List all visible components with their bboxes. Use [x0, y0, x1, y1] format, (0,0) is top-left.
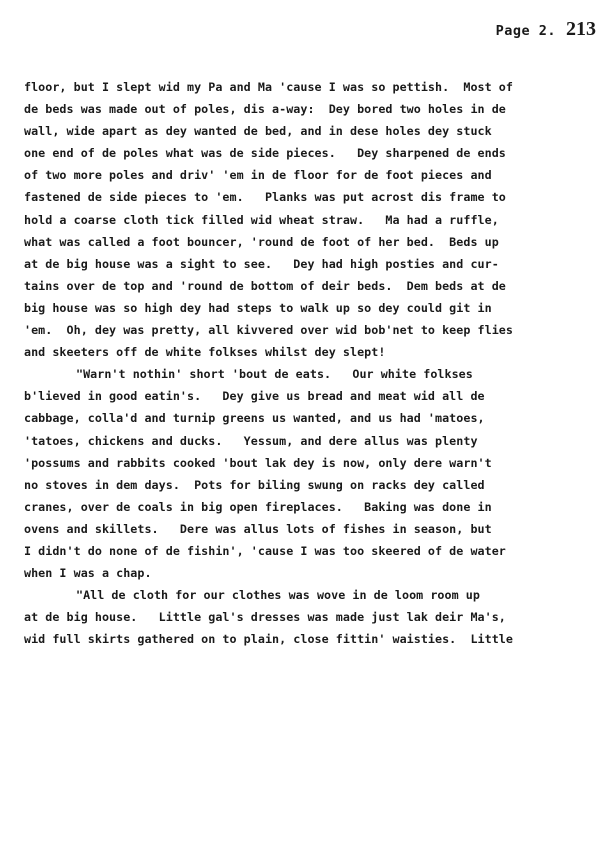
text-line: floor, but I slept wid my Pa and Ma 'cause I was so pettish. Most of	[24, 80, 513, 94]
text-line: 'em. Oh, dey was pretty, all kivvered over wid bob'net to keep flies	[24, 323, 513, 338]
text-line: de beds was made out of poles, dis a-way: Dey bored two holes in de	[24, 102, 506, 117]
text-line: big house was so high dey had steps to walk up so dey could git in	[24, 300, 492, 315]
text-line: cabbage, colla'd and turnip greens us wanted, and us had 'matoes,	[24, 411, 485, 426]
text-line: wid full skirts gathered on to plain, close fittin' waisties. Little	[24, 632, 513, 647]
transcript-body	[24, 76, 594, 650]
text-line: ovens and skillets. Dere was allus lots of fishes in season, but	[24, 521, 492, 536]
text-line: wall, wide apart as dey wanted de bed, and in dese holes dey stuck	[24, 124, 492, 139]
text-line: tains over de top and 'round de bottom of deir beds. Dem beds at de	[24, 278, 506, 293]
text-line: what was called a foot bouncer, 'round de foot of her bed. Beds up	[24, 234, 499, 249]
text-line: no stoves in dem days. Pots for biling swung on racks dey called	[24, 477, 485, 492]
text-line: 'tatoes, chickens and ducks. Yessum, and dere allus was plenty	[24, 433, 478, 448]
text-line: when I was a chap.	[24, 566, 152, 581]
text-line: fastened de side pieces to 'em. Planks was put acrost dis frame to	[24, 190, 506, 205]
text-line: at de big house. Little gal's dresses was made just lak deir Ma's,	[24, 610, 506, 625]
page-header	[496, 18, 596, 41]
page-label: Page 2.	[495, 23, 556, 39]
text-line: one end of de poles what was de side pieces. Dey sharpened de ends	[24, 146, 506, 161]
page-number: 213	[566, 18, 596, 40]
text-line: 'possums and rabbits cooked 'bout lak dey is now, only dere warn't	[24, 455, 492, 470]
text-line: b'lieved in good eatin's. Dey give us bread and meat wid all de	[24, 389, 485, 404]
text-line: "Warn't nothin' short 'bout de eats. Our white folkses	[76, 367, 473, 382]
text-line: hold a coarse cloth tick filled wid wheat straw. Ma had a ruffle,	[24, 212, 499, 227]
text-line: at de big house was a sight to see. Dey had high posties and cur-	[24, 256, 499, 271]
text-line: "All de cloth for our clothes was wove in de loom room up	[76, 588, 480, 603]
text-line: I didn't do none of de fishin', 'cause I was too skeered of de water	[24, 543, 506, 558]
text-line: of two more poles and driv' 'em in de floor for de foot pieces and	[24, 168, 492, 183]
text-line: and skeeters off de white folkses whilst dey slept!	[24, 345, 386, 360]
text-line: cranes, over de coals in big open fireplaces. Baking was done in	[24, 499, 492, 514]
